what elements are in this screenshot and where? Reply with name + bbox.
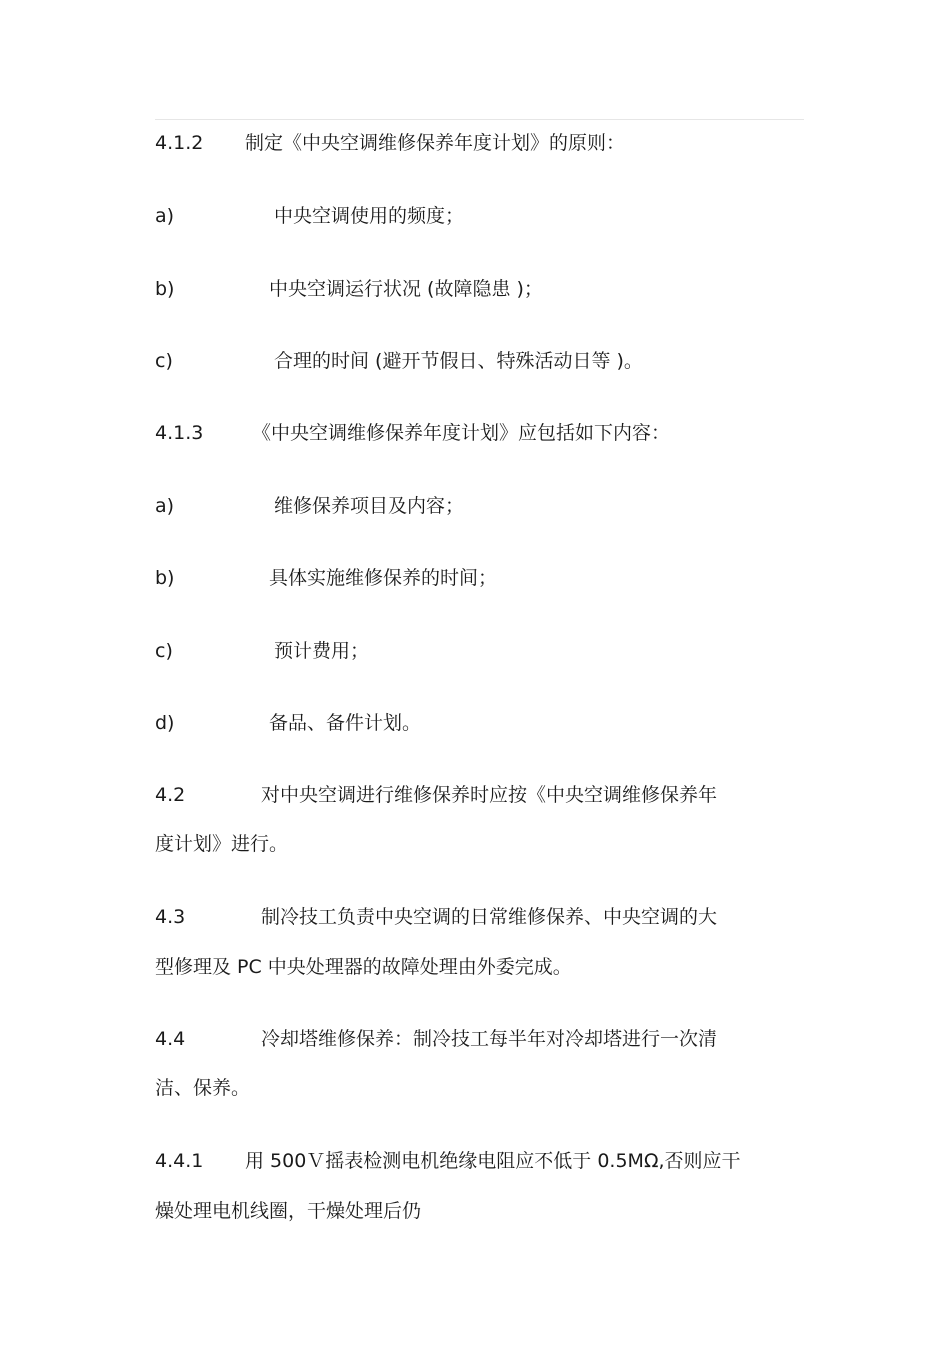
clause-number: 4.1.3 — [155, 422, 204, 444]
clause-4-2-continuation: 度计划》进行。 — [155, 833, 289, 855]
list-marker: d) — [155, 712, 175, 734]
clause-number: 4.1.2 — [155, 132, 204, 154]
clause-number: 4.2 — [155, 784, 186, 806]
clause-text: 用 500Ｖ摇表检测电机绝缘电阻应不低于 0.5MΩ,否则应干 — [245, 1150, 741, 1172]
clause-text: 冷却塔维修保养：制冷技工每半年对冷却塔进行一次清 — [261, 1028, 718, 1050]
clause-text: 《中央空调维修保养年度计划》应包括如下内容： — [252, 422, 671, 444]
list-text: 具体实施维修保养的时间； — [269, 567, 498, 589]
list-marker: a) — [155, 495, 175, 517]
clause-4-4-continuation: 洁、保养。 — [155, 1077, 251, 1099]
clause-4-3-continuation: 型修理及 PC 中央处理器的故障处理由外委完成。 — [155, 956, 572, 978]
list-text: 维修保养项目及内容； — [274, 495, 465, 517]
list-marker: c) — [155, 350, 173, 372]
clause-text: 制定《中央空调维修保养年度计划》的原则： — [245, 132, 626, 154]
header-rule — [155, 119, 804, 120]
list-text: 备品、备件计划。 — [269, 712, 422, 734]
clause-text: 制冷技工负责中央空调的日常维修保养、中央空调的大 — [261, 906, 718, 928]
clause-number: 4.4.1 — [155, 1150, 204, 1172]
clause-number: 4.4 — [155, 1028, 186, 1050]
list-text: 预计费用； — [274, 640, 370, 662]
list-text: 合理的时间 (避开节假日、特殊活动日等 )。 — [274, 350, 643, 372]
clause-text: 对中央空调进行维修保养时应按《中央空调维修保养年 — [261, 784, 718, 806]
list-text: 中央空调使用的频度； — [274, 205, 465, 227]
list-marker: b) — [155, 567, 175, 589]
list-marker: c) — [155, 640, 173, 662]
list-marker: b) — [155, 278, 175, 300]
list-marker: a) — [155, 205, 175, 227]
clause-number: 4.3 — [155, 906, 186, 928]
clause-4-4-1-continuation: 燥处理电机线圈，干燥处理后仍 — [155, 1200, 422, 1222]
list-text: 中央空调运行状况 (故障隐患 )； — [269, 278, 543, 300]
